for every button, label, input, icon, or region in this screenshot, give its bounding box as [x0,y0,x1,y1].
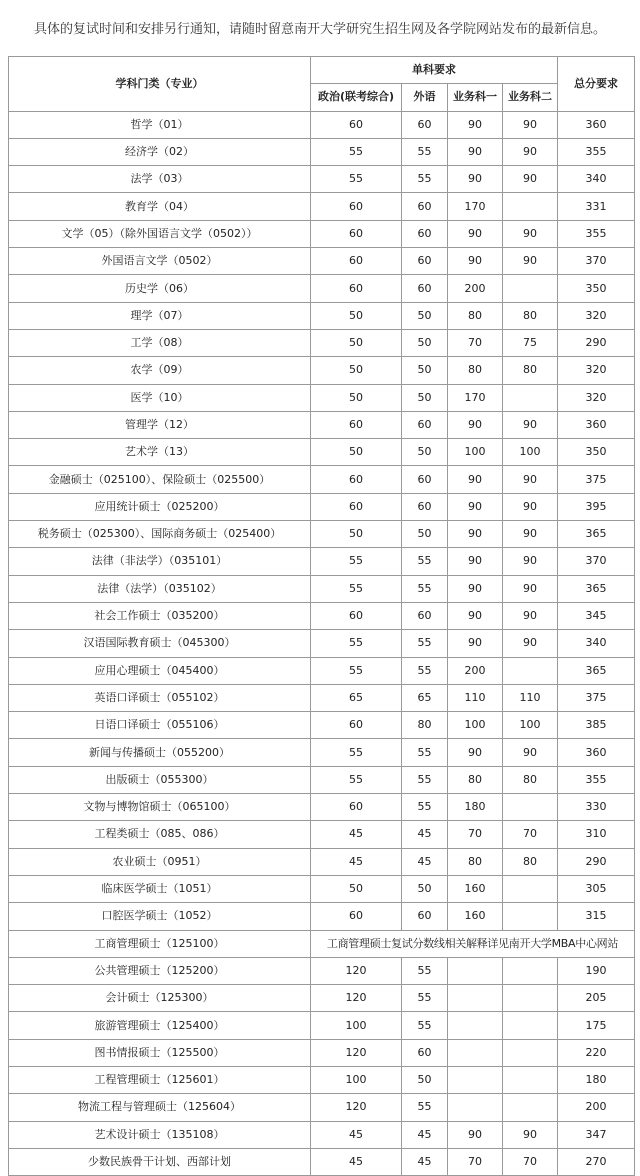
major-2-cell: 80 [503,357,558,384]
table-row [9,493,635,520]
foreign-language-cell: 50 [402,302,448,329]
subject-cell: 临床医学硕士（1051） [9,875,311,902]
politics-cell: 50 [311,439,402,466]
subject-cell: 旅游管理硕士（125400） [9,1012,311,1039]
header-major-1: 业务科一 [448,84,503,111]
foreign-language-cell: 45 [402,848,448,875]
foreign-language-cell: 50 [402,1066,448,1093]
foreign-language-cell: 55 [402,657,448,684]
major-1-cell: 110 [448,684,503,711]
major-2-cell [503,1039,558,1066]
politics-cell: 55 [311,548,402,575]
foreign-language-cell: 55 [402,766,448,793]
politics-cell: 50 [311,384,402,411]
foreign-language-cell: 55 [402,1012,448,1039]
major-1-cell: 90 [448,248,503,275]
table-row [9,166,635,193]
major-2-cell: 80 [503,302,558,329]
header-total: 总分要求 [558,57,635,112]
major-1-cell: 90 [448,575,503,602]
table-row [9,275,635,302]
total-cell: 305 [558,875,635,902]
table-row [9,657,635,684]
major-1-cell: 90 [448,739,503,766]
table-row [9,602,635,629]
major-2-cell [503,384,558,411]
major-1-cell: 170 [448,384,503,411]
major-1-cell: 200 [448,657,503,684]
politics-cell: 60 [311,602,402,629]
foreign-language-cell: 60 [402,220,448,247]
subject-cell: 艺术学（13） [9,439,311,466]
subject-cell: 农业硕士（0951） [9,848,311,875]
major-2-cell: 90 [503,602,558,629]
major-2-cell [503,193,558,220]
foreign-language-cell: 55 [402,957,448,984]
major-1-cell: 90 [448,521,503,548]
score-table-body [9,57,635,1176]
total-cell: 205 [558,985,635,1012]
politics-cell: 60 [311,220,402,247]
foreign-language-cell: 80 [402,712,448,739]
subject-cell: 少数民族骨干计划、西部计划 [9,1148,311,1175]
total-cell: 347 [558,1121,635,1148]
politics-cell: 50 [311,357,402,384]
major-2-cell [503,903,558,930]
subject-cell: 法学（03） [9,166,311,193]
total-cell: 340 [558,166,635,193]
foreign-language-cell: 60 [402,903,448,930]
subject-cell: 工学（08） [9,329,311,356]
total-cell: 350 [558,275,635,302]
total-cell: 355 [558,766,635,793]
subject-cell: 工商管理硕士（125100） [9,930,311,957]
major-2-cell: 90 [503,630,558,657]
major-2-cell: 90 [503,739,558,766]
major-1-cell: 90 [448,411,503,438]
subject-cell: 图书情报硕士（125500） [9,1039,311,1066]
politics-cell: 55 [311,657,402,684]
foreign-language-cell: 45 [402,1148,448,1175]
total-cell: 315 [558,903,635,930]
subject-cell: 社会工作硕士（035200） [9,602,311,629]
subject-cell: 教育学（04） [9,193,311,220]
total-cell: 320 [558,384,635,411]
major-1-cell: 90 [448,466,503,493]
table-row [9,329,635,356]
politics-cell: 50 [311,875,402,902]
foreign-language-cell: 60 [402,248,448,275]
foreign-language-cell: 55 [402,575,448,602]
total-cell: 200 [558,1094,635,1121]
major-2-cell: 70 [503,821,558,848]
total-cell: 375 [558,684,635,711]
politics-cell: 120 [311,1039,402,1066]
foreign-language-cell: 50 [402,384,448,411]
politics-cell: 45 [311,848,402,875]
major-2-cell [503,957,558,984]
politics-cell: 55 [311,739,402,766]
major-1-cell: 180 [448,794,503,821]
foreign-language-cell: 50 [402,357,448,384]
major-1-cell: 100 [448,439,503,466]
major-2-cell: 70 [503,1148,558,1175]
major-1-cell: 170 [448,193,503,220]
major-2-cell: 80 [503,766,558,793]
subject-cell: 理学（07） [9,302,311,329]
subject-cell: 哲学（01） [9,111,311,138]
major-1-cell: 80 [448,357,503,384]
politics-cell: 60 [311,248,402,275]
foreign-language-cell: 55 [402,739,448,766]
politics-cell: 100 [311,1012,402,1039]
foreign-language-cell: 50 [402,875,448,902]
total-cell: 290 [558,329,635,356]
subject-cell: 文物与博物馆硕士（065100） [9,794,311,821]
politics-cell: 50 [311,302,402,329]
total-cell: 220 [558,1039,635,1066]
major-1-cell: 100 [448,712,503,739]
politics-cell: 60 [311,712,402,739]
foreign-language-cell: 50 [402,439,448,466]
table-row [9,302,635,329]
major-1-cell [448,1066,503,1093]
major-2-cell: 110 [503,684,558,711]
major-1-cell: 200 [448,275,503,302]
politics-cell: 45 [311,1148,402,1175]
major-1-cell: 90 [448,166,503,193]
foreign-language-cell: 60 [402,411,448,438]
major-2-cell: 90 [503,220,558,247]
politics-cell: 60 [311,411,402,438]
politics-cell: 60 [311,493,402,520]
total-cell: 345 [558,602,635,629]
total-cell: 370 [558,248,635,275]
table-row [9,248,635,275]
table-header-row [9,57,635,84]
subject-cell: 新闻与传播硕士（055200） [9,739,311,766]
politics-cell: 55 [311,630,402,657]
subject-cell: 应用心理硕士（045400） [9,657,311,684]
total-cell: 365 [558,521,635,548]
subject-cell: 文学（05）（除外国语言文学（0502）） [9,220,311,247]
politics-cell: 60 [311,275,402,302]
major-1-cell: 80 [448,766,503,793]
table-row [9,439,635,466]
subject-cell: 英语口译硕士（055102） [9,684,311,711]
politics-cell: 120 [311,957,402,984]
politics-cell: 45 [311,1121,402,1148]
politics-cell: 45 [311,821,402,848]
politics-cell: 60 [311,193,402,220]
table-row [9,111,635,138]
foreign-language-cell: 50 [402,521,448,548]
foreign-language-cell: 60 [402,466,448,493]
subject-cell: 口腔医学硕士（1052） [9,903,311,930]
major-2-cell: 90 [503,521,558,548]
total-cell: 355 [558,138,635,165]
politics-cell: 60 [311,794,402,821]
major-1-cell: 160 [448,875,503,902]
total-cell: 360 [558,111,635,138]
table-row [9,766,635,793]
foreign-language-cell: 60 [402,493,448,520]
subject-cell: 应用统计硕士（025200） [9,493,311,520]
total-cell: 290 [558,848,635,875]
major-1-cell: 70 [448,821,503,848]
table-row [9,630,635,657]
table-row [9,575,635,602]
major-2-cell [503,794,558,821]
total-cell: 320 [558,357,635,384]
major-2-cell: 100 [503,439,558,466]
table-row [9,1094,635,1121]
major-1-cell [448,1094,503,1121]
table-row [9,138,635,165]
major-2-cell [503,1012,558,1039]
major-1-cell: 90 [448,111,503,138]
total-cell: 365 [558,657,635,684]
subject-cell: 农学（09） [9,357,311,384]
table-row [9,1012,635,1039]
table-row [9,521,635,548]
header-subject: 学科门类（专业） [9,57,311,112]
total-cell: 385 [558,712,635,739]
major-1-cell: 90 [448,548,503,575]
table-row [9,548,635,575]
subject-cell: 公共管理硕士（125200） [9,957,311,984]
score-table [8,56,635,1176]
header-politics: 政治(联考综合) [311,84,402,111]
table-row [9,957,635,984]
major-2-cell: 90 [503,548,558,575]
table-row-mba [9,930,635,957]
major-2-cell: 90 [503,466,558,493]
total-cell: 330 [558,794,635,821]
foreign-language-cell: 55 [402,1094,448,1121]
table-row [9,1148,635,1175]
header-major-2: 业务科二 [503,84,558,111]
table-row [9,1066,635,1093]
table-row [9,794,635,821]
major-2-cell [503,985,558,1012]
total-cell: 370 [558,548,635,575]
table-row [9,384,635,411]
major-2-cell: 90 [503,248,558,275]
total-cell: 375 [558,466,635,493]
table-row [9,821,635,848]
politics-cell: 55 [311,766,402,793]
subject-cell: 管理学（12） [9,411,311,438]
header-single: 单科要求 [311,57,558,84]
subject-cell: 会计硕士（125300） [9,985,311,1012]
foreign-language-cell: 60 [402,275,448,302]
major-2-cell: 90 [503,575,558,602]
major-2-cell [503,875,558,902]
politics-cell: 55 [311,575,402,602]
table-row [9,739,635,766]
major-1-cell: 80 [448,848,503,875]
subject-cell: 法律（法学）（035102） [9,575,311,602]
foreign-language-cell: 55 [402,138,448,165]
major-2-cell: 80 [503,848,558,875]
major-2-cell: 75 [503,329,558,356]
subject-cell: 金融硕士（025100）、保险硕士（025500） [9,466,311,493]
header-foreign-language: 外语 [402,84,448,111]
total-cell: 340 [558,630,635,657]
major-1-cell [448,1039,503,1066]
major-1-cell: 90 [448,630,503,657]
major-1-cell: 160 [448,903,503,930]
major-2-cell [503,1094,558,1121]
subject-cell: 医学（10） [9,384,311,411]
total-cell: 395 [558,493,635,520]
total-cell: 190 [558,957,635,984]
politics-cell: 60 [311,111,402,138]
major-1-cell: 70 [448,1148,503,1175]
table-row [9,985,635,1012]
major-1-cell [448,985,503,1012]
foreign-language-cell: 60 [402,193,448,220]
total-cell: 180 [558,1066,635,1093]
table-row [9,357,635,384]
table-row [9,466,635,493]
foreign-language-cell: 55 [402,985,448,1012]
major-1-cell: 70 [448,329,503,356]
subject-cell: 出版硕士（055300） [9,766,311,793]
subject-cell: 税务硕士（025300）、国际商务硕士（025400） [9,521,311,548]
major-2-cell: 90 [503,138,558,165]
table-row [9,712,635,739]
total-cell: 365 [558,575,635,602]
major-1-cell: 90 [448,493,503,520]
subject-cell: 外国语言文学（0502） [9,248,311,275]
major-1-cell: 90 [448,220,503,247]
major-1-cell: 90 [448,1121,503,1148]
foreign-language-cell: 65 [402,684,448,711]
total-cell: 175 [558,1012,635,1039]
intro-text: 具体的复试时间和安排另行通知，请随时留意南开大学研究生招生网及各学院网站发布的最新信息。 [34,22,607,37]
major-2-cell [503,1066,558,1093]
politics-cell: 50 [311,521,402,548]
foreign-language-cell: 55 [402,166,448,193]
major-1-cell [448,1012,503,1039]
subject-cell: 历史学（06） [9,275,311,302]
major-2-cell [503,275,558,302]
total-cell: 355 [558,220,635,247]
major-2-cell: 100 [503,712,558,739]
subject-cell: 物流工程与管理硕士（125604） [9,1094,311,1121]
politics-cell: 120 [311,985,402,1012]
major-2-cell: 90 [503,166,558,193]
table-row [9,1121,635,1148]
table-row [9,684,635,711]
table-row [9,1039,635,1066]
subject-cell: 经济学（02） [9,138,311,165]
total-cell: 360 [558,739,635,766]
subject-cell: 汉语国际教育硕士（045300） [9,630,311,657]
major-2-cell: 90 [503,493,558,520]
foreign-language-cell: 45 [402,821,448,848]
table-row [9,193,635,220]
politics-cell: 60 [311,903,402,930]
total-cell: 331 [558,193,635,220]
total-cell: 360 [558,411,635,438]
foreign-language-cell: 55 [402,548,448,575]
table-row [9,848,635,875]
subject-cell: 工程管理硕士（125601） [9,1066,311,1093]
major-2-cell: 90 [503,111,558,138]
foreign-language-cell: 50 [402,329,448,356]
politics-cell: 50 [311,329,402,356]
politics-cell: 120 [311,1094,402,1121]
foreign-language-cell: 45 [402,1121,448,1148]
subject-cell: 艺术设计硕士（135108） [9,1121,311,1148]
major-1-cell [448,957,503,984]
subject-cell: 工程类硕士（085、086） [9,821,311,848]
politics-cell: 100 [311,1066,402,1093]
major-2-cell: 90 [503,1121,558,1148]
foreign-language-cell: 60 [402,1039,448,1066]
table-row [9,875,635,902]
foreign-language-cell: 55 [402,630,448,657]
major-1-cell: 90 [448,602,503,629]
subject-cell: 法律（非法学）（035101） [9,548,311,575]
subject-cell: 日语口译硕士（055106） [9,712,311,739]
total-cell: 310 [558,821,635,848]
table-row [9,220,635,247]
politics-cell: 65 [311,684,402,711]
table-row [9,411,635,438]
major-1-cell: 90 [448,138,503,165]
mba-note-cell: 工商管理硕士复试分数线相关解释详见南开大学MBA中心网站 [311,930,635,957]
major-2-cell: 90 [503,411,558,438]
total-cell: 350 [558,439,635,466]
politics-cell: 55 [311,166,402,193]
total-cell: 320 [558,302,635,329]
major-1-cell: 80 [448,302,503,329]
politics-cell: 55 [311,138,402,165]
major-2-cell [503,657,558,684]
foreign-language-cell: 60 [402,111,448,138]
total-cell: 270 [558,1148,635,1175]
table-row [9,903,635,930]
politics-cell: 60 [311,466,402,493]
foreign-language-cell: 55 [402,794,448,821]
foreign-language-cell: 60 [402,602,448,629]
